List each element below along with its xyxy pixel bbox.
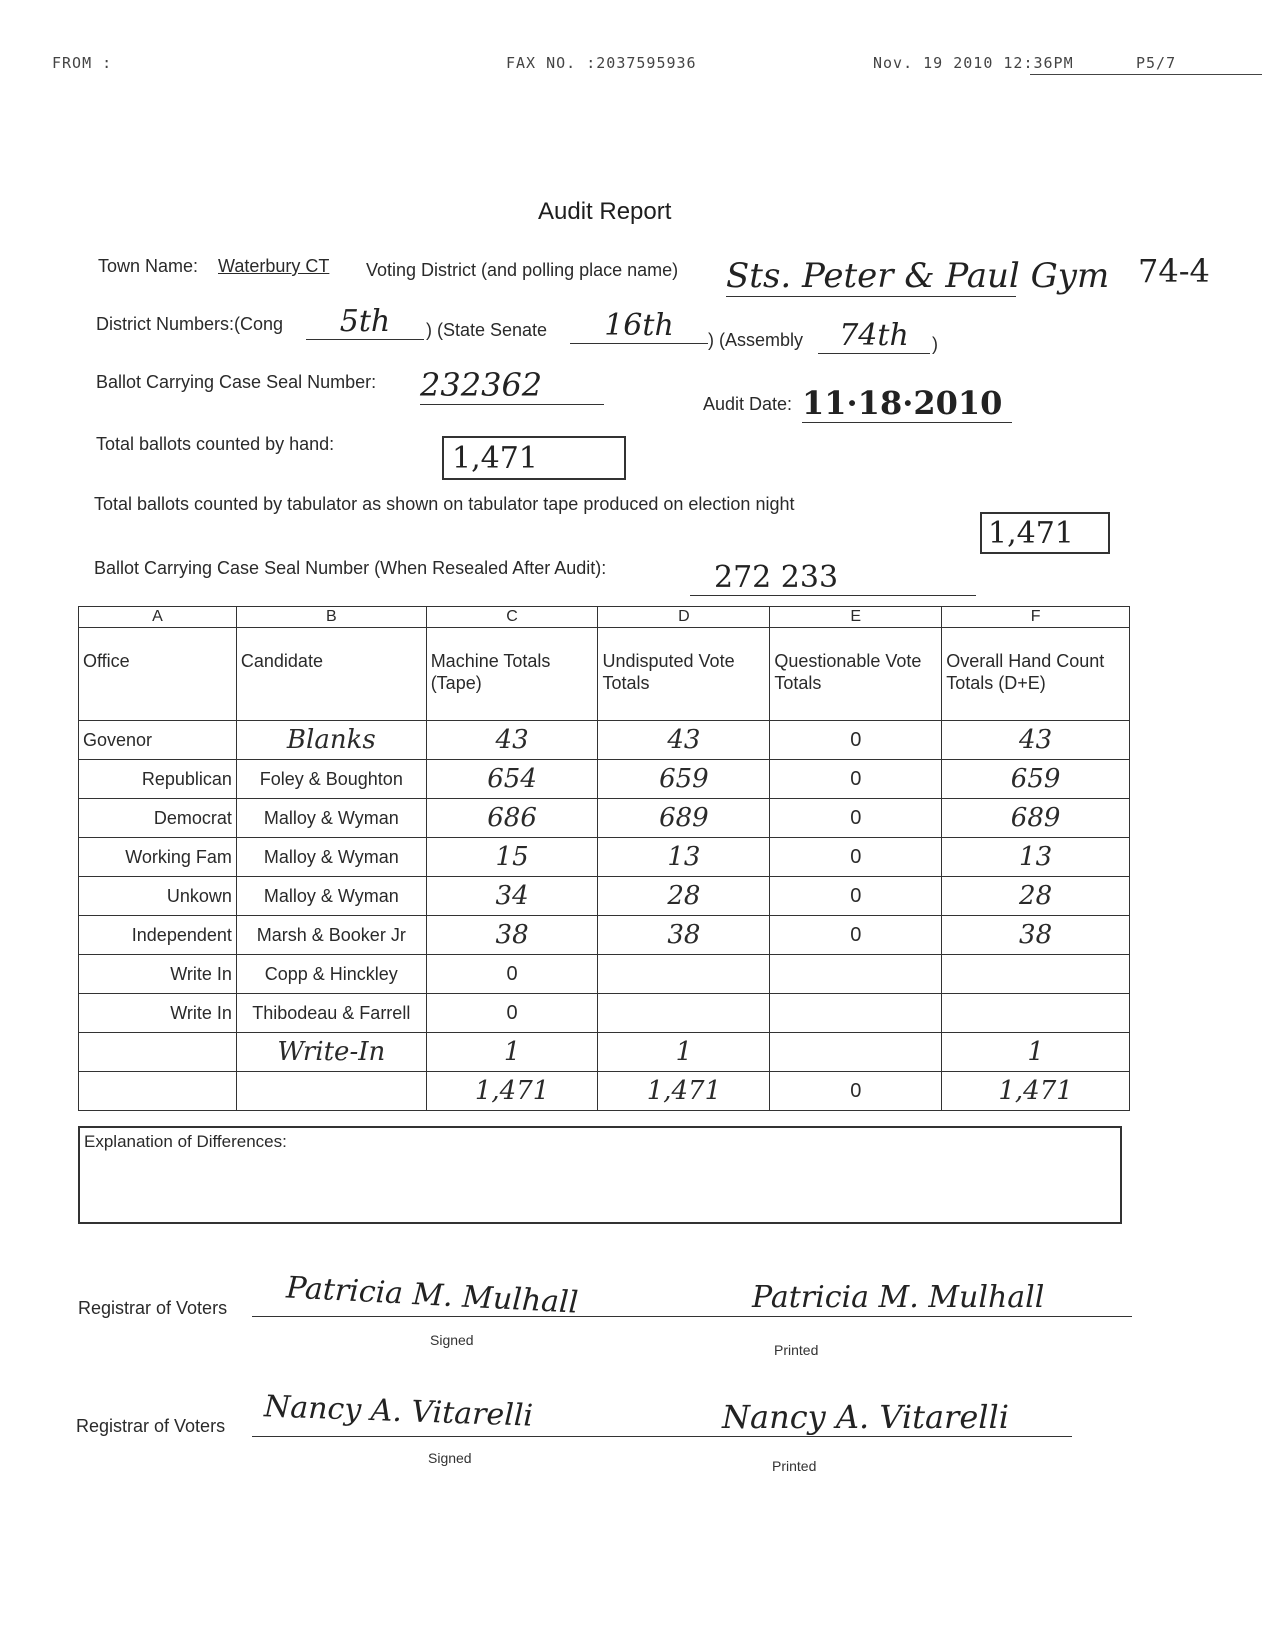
assembly-label: ) (Assembly [708, 330, 804, 350]
machine-total-cell: 1 [426, 1033, 598, 1072]
senate-label: ) (State Senate [426, 320, 548, 340]
registrar-label: Registrar of Voters [78, 1298, 228, 1318]
fax-from: FROM : [52, 54, 113, 72]
machine-total-cell: 34 [426, 877, 598, 916]
undisputed-cell [598, 955, 770, 994]
overall-cell: 1 [942, 1033, 1130, 1072]
candidate-cell: Malloy & Wyman [236, 877, 426, 916]
handwritten-signature: Nancy A. Vitarelli [263, 1389, 534, 1434]
machine-total-cell: 38 [426, 916, 598, 955]
assembly-value: 74th [818, 318, 930, 354]
office-cell: Unkown [79, 877, 237, 916]
audit-table [78, 606, 1130, 1111]
hand-count-label: Total ballots counted by hand: [96, 434, 335, 454]
office-cell: Republican [79, 760, 237, 799]
reseal-label: Ballot Carrying Case Seal Number (When Resealed After Audit): [94, 558, 607, 578]
office-cell: Write In [79, 955, 237, 994]
table-row [79, 838, 1130, 877]
candidate-cell: Thibodeau & Farrell [236, 994, 426, 1033]
machine-total-cell: 0 [426, 955, 598, 994]
questionable-cell [770, 955, 942, 994]
overall-cell: 689 [942, 799, 1130, 838]
hand-count-box: 1,471 [442, 436, 626, 480]
overall-cell [942, 994, 1130, 1033]
questionable-cell: 0 [770, 838, 942, 877]
candidate-cell: Copp & Hinckley [236, 955, 426, 994]
undisputed-cell: 13 [598, 838, 770, 877]
candidate-cell: Foley & Boughton [236, 760, 426, 799]
candidate-cell: Malloy & Wyman [236, 838, 426, 877]
overall-cell: 38 [942, 916, 1130, 955]
office-cell [79, 1033, 237, 1072]
column-letter: F [942, 607, 1130, 628]
column-letter: C [426, 607, 598, 628]
signature-line [252, 1316, 1132, 1317]
office-cell: Democrat [79, 799, 237, 838]
office-cell: Independent [79, 916, 237, 955]
undisputed-cell: 689 [598, 799, 770, 838]
fax-header-rule [1030, 74, 1262, 75]
machine-total-cell: 686 [426, 799, 598, 838]
undisputed-cell: 28 [598, 877, 770, 916]
printed-name: Nancy A. Vitarelli [722, 1398, 1009, 1436]
senate-value: 16th [570, 308, 708, 344]
explanation-box [78, 1126, 1122, 1224]
header-questionable-totals: Questionable Vote Totals [770, 628, 942, 721]
header-overall-totals: Overall Hand Count Totals (D+E) [942, 628, 1130, 721]
machine-total-cell: 15 [426, 838, 598, 877]
town-label: Town Name: [98, 256, 199, 276]
machine-total-cell: 0 [426, 994, 598, 1033]
table-row [79, 877, 1130, 916]
undisputed-sum: 1,471 [598, 1072, 770, 1111]
header-office: Office [79, 628, 237, 721]
table-row [79, 1033, 1130, 1072]
questionable-cell: 0 [770, 760, 942, 799]
machine-total-cell: 654 [426, 760, 598, 799]
signature-line [252, 1436, 1072, 1437]
overall-cell: 13 [942, 838, 1130, 877]
town-value: Waterbury CT [218, 256, 330, 276]
seal-value: 232362 [420, 366, 604, 405]
table-row [79, 760, 1130, 799]
questionable-cell: 0 [770, 799, 942, 838]
overall-cell: 28 [942, 877, 1130, 916]
office-cell [79, 1072, 237, 1111]
machine-total-cell: 43 [426, 721, 598, 760]
candidate-cell: Marsh & Booker Jr [236, 916, 426, 955]
office-cell: Write In [79, 994, 237, 1033]
questionable-cell [770, 994, 942, 1033]
undisputed-cell: 1 [598, 1033, 770, 1072]
machine-total-sum: 1,471 [426, 1072, 598, 1111]
overall-cell [942, 955, 1130, 994]
explanation-label: Explanation of Differences: [84, 1132, 287, 1151]
undisputed-cell: 659 [598, 760, 770, 799]
printed-name: Patricia M. Mulhall [752, 1280, 1045, 1315]
table-row [79, 721, 1130, 760]
fax-number: FAX NO. :2037595936 [506, 54, 697, 72]
registrar-label: Registrar of Voters [76, 1416, 226, 1436]
questionable-cell [770, 1033, 942, 1072]
district-label: Voting District (and polling place name) [366, 260, 679, 280]
candidate-cell [236, 1072, 426, 1111]
office-cell: Working Fam [79, 838, 237, 877]
overall-cell: 659 [942, 760, 1130, 799]
header-machine-totals: Machine Totals (Tape) [426, 628, 598, 721]
office-cell: Govenor [79, 721, 237, 760]
cong-label: District Numbers:(Cong [96, 314, 284, 334]
page-title: Audit Report [538, 198, 672, 225]
audit-date-label: Audit Date: [703, 394, 793, 414]
district-code: 74-4 [1138, 252, 1210, 290]
header-candidate: Candidate [236, 628, 426, 721]
overall-sum: 1,471 [942, 1072, 1130, 1111]
reseal-value: 272 233 [690, 560, 976, 596]
handwritten-signature: Patricia M. Mulhall [285, 1270, 580, 1321]
table-row [79, 799, 1130, 838]
column-letter: A [79, 607, 237, 628]
questionable-cell: 0 [770, 721, 942, 760]
seal-label: Ballot Carrying Case Seal Number: [96, 372, 377, 392]
fax-timestamp: Nov. 19 2010 12:36PM [873, 54, 1074, 72]
audit-date-value: 11·18·2010 [802, 384, 1012, 423]
table-row [79, 916, 1130, 955]
printed-caption: Printed [772, 1458, 817, 1474]
candidate-cell: Malloy & Wyman [236, 799, 426, 838]
fax-page: P5/7 [1136, 54, 1177, 72]
undisputed-cell [598, 994, 770, 1033]
signed-caption: Signed [430, 1332, 474, 1348]
tabulator-box: 1,471 [980, 512, 1110, 554]
polling-place-value: Sts. Peter & Paul Gym [726, 256, 1110, 296]
undisputed-cell: 38 [598, 916, 770, 955]
candidate-cell: Write-In [236, 1033, 426, 1072]
header-undisputed-totals: Undisputed Vote Totals [598, 628, 770, 721]
undisputed-cell: 43 [598, 721, 770, 760]
tabulator-label: Total ballots counted by tabulator as shown on tabulator tape produced on election night [94, 494, 795, 514]
header-row [79, 628, 1130, 721]
signed-caption: Signed [428, 1450, 472, 1466]
questionable-sum: 0 [770, 1072, 942, 1111]
column-letters-row [79, 607, 1130, 628]
column-letter: E [770, 607, 942, 628]
questionable-cell: 0 [770, 877, 942, 916]
totals-row [79, 1072, 1130, 1111]
questionable-cell: 0 [770, 916, 942, 955]
column-letter: D [598, 607, 770, 628]
overall-cell: 43 [942, 721, 1130, 760]
column-letter: B [236, 607, 426, 628]
cong-value: 5th [306, 304, 424, 340]
assembly-close: ) [932, 334, 938, 354]
table-row [79, 994, 1130, 1033]
candidate-cell: Blanks [236, 721, 426, 760]
printed-caption: Printed [774, 1342, 819, 1358]
table-row [79, 955, 1130, 994]
